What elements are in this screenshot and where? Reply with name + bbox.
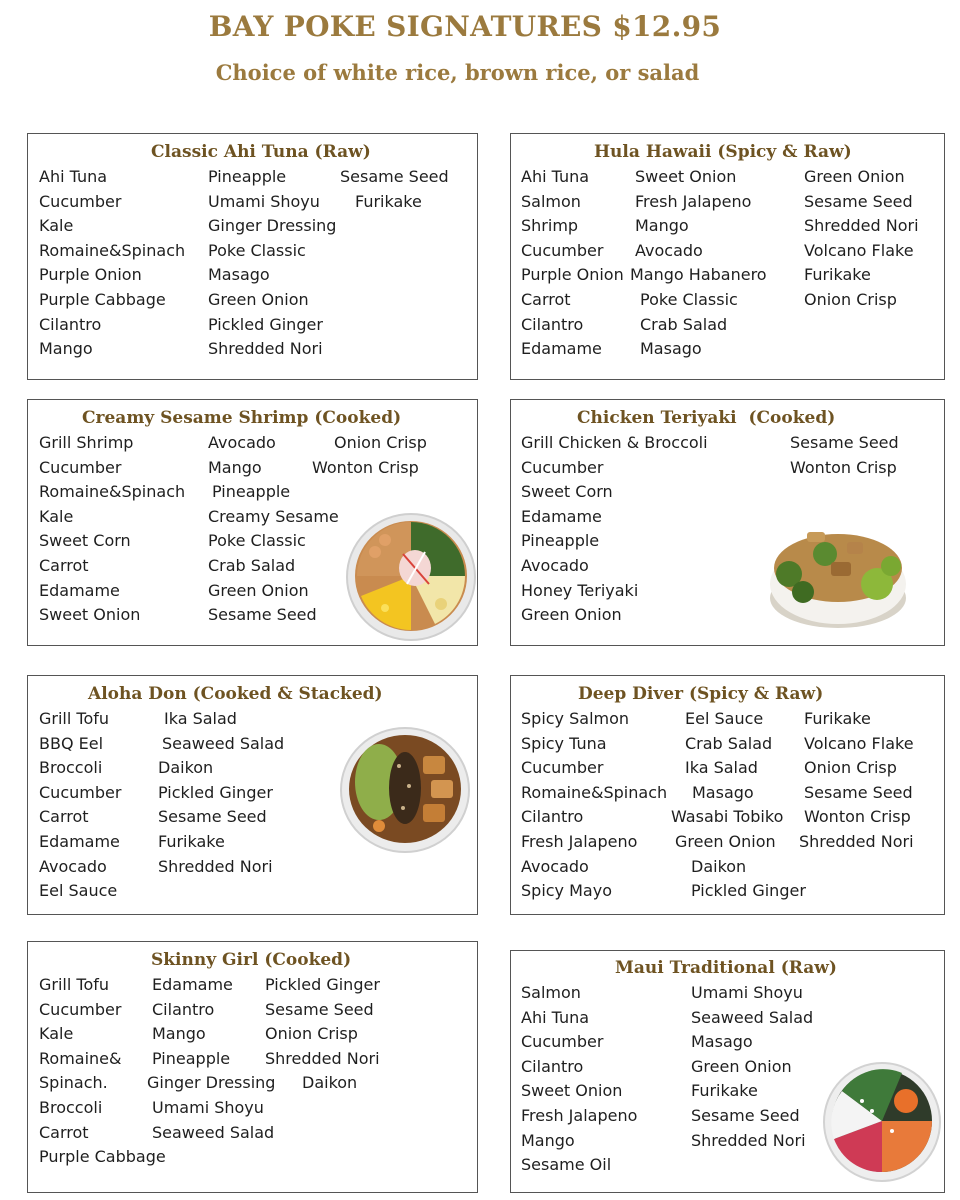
ingredient-item: Cilantro	[152, 999, 215, 1019]
ingredient-item: Cilantro	[521, 314, 584, 334]
ingredient-item: Pineapple	[521, 531, 600, 551]
ingredient-item: Furikake	[804, 709, 871, 728]
ingredient-item: Fresh Jalapeno	[521, 831, 638, 851]
ingredient-column	[521, 165, 624, 362]
ingredient-item: Cucumber	[39, 999, 122, 1019]
ingredient-column	[691, 981, 813, 1153]
ingredient-item: Kale	[39, 1024, 74, 1044]
ingredient-item: Ahi Tuna	[39, 167, 108, 186]
ingredient-item: Purple Onion	[521, 265, 624, 285]
ingredient-item: Mango Habanero	[630, 265, 767, 285]
ingredient-item: Creamy Sesame	[208, 506, 339, 526]
ingredient-item: Sesame Seed	[208, 605, 317, 625]
ingredient-item: Spicy Mayo	[521, 881, 612, 901]
bowl-card-aloha-don	[27, 675, 478, 915]
ingredient-item: Wasabi Tobiko	[671, 807, 784, 827]
bowl-card-chicken-teriyaki	[510, 399, 945, 646]
ingredient-item: Cucumber	[39, 782, 122, 802]
ingredient-item: Romaine&Spinach	[39, 482, 186, 502]
ingredient-item: Poke Classic	[640, 289, 738, 309]
bowl-title: Maui Traditional (Raw)	[615, 958, 837, 978]
bowl-card-maui-traditional	[510, 950, 945, 1193]
ingredient-column	[790, 431, 899, 480]
ingredient-item: Avocado	[39, 856, 107, 876]
ingredient-item: Sesame Seed	[804, 191, 913, 211]
ingredient-item: Grill Tofu	[39, 975, 110, 994]
ingredient-item: Green Onion	[208, 580, 309, 600]
ingredient-column	[312, 431, 427, 480]
ingredient-item: Sesame Seed	[804, 782, 913, 802]
ingredient-item: Cilantro	[39, 314, 102, 334]
bowl-card-creamy-sesame-shrimp	[27, 399, 478, 646]
ingredient-item: Romaine&Spinach	[39, 240, 186, 260]
ingredient-item: Avocado	[521, 555, 589, 575]
ingredient-item: Masago	[640, 339, 702, 359]
ingredient-item: Daikon	[158, 758, 214, 778]
ingredient-item: Spicy Tuna	[521, 733, 607, 753]
ingredient-item: Edamame	[152, 975, 233, 994]
ingredient-item: Cilantro	[521, 1056, 584, 1076]
ingredient-item: Cucumber	[39, 457, 122, 477]
ingredient-item: Sweet Corn	[521, 482, 613, 502]
ingredient-column	[208, 165, 336, 362]
ingredient-item: Shrimp	[521, 216, 579, 236]
ingredient-item: Grill Tofu	[39, 709, 110, 728]
ingredient-column	[147, 973, 276, 1145]
ingredient-item: Seaweed Salad	[691, 1007, 814, 1027]
ingredient-item: Broccoli	[39, 758, 103, 778]
ingredient-item: Grill Shrimp	[39, 433, 134, 452]
ingredient-item: Sesame Seed	[265, 999, 374, 1019]
ingredient-item: Ika Salad	[164, 709, 237, 728]
ingredient-item: Sweet Corn	[39, 531, 131, 551]
ingredient-item: Pickled Ginger	[208, 314, 323, 334]
ingredient-column	[671, 707, 806, 904]
ingredient-item: Spicy Salmon	[521, 709, 630, 728]
ingredient-item: Sesame Seed	[340, 167, 449, 186]
ingredient-item: Pickled Ginger	[158, 782, 273, 802]
ingredient-item: Fresh Jalapeno	[521, 1105, 638, 1125]
bowl-card-skinny-girl	[27, 941, 478, 1193]
ingredient-item: Sweet Onion	[635, 167, 737, 186]
ingredient-column	[521, 431, 708, 628]
ingredient-item: Mango	[521, 1130, 575, 1150]
ingredient-item: Edamame	[39, 831, 120, 851]
ingredient-item: Kale	[39, 506, 74, 526]
ingredient-item: Edamame	[39, 580, 120, 600]
ingredient-item: Pineapple	[152, 1048, 231, 1068]
ingredient-column	[804, 165, 919, 313]
ingredient-item: Cucumber	[39, 191, 122, 211]
ingredient-item: Avocado	[208, 433, 276, 452]
ingredient-item: Sesame Seed	[790, 433, 899, 452]
ingredient-item: Furikake	[355, 191, 422, 211]
ingredient-item: Avocado	[635, 240, 703, 260]
ingredient-item: Volcano Flake	[804, 240, 914, 260]
ingredient-item: Green Onion	[521, 605, 622, 625]
ingredient-item: Purple Onion	[39, 265, 142, 285]
ingredient-item: Wonton Crisp	[804, 807, 911, 827]
bowl-title: Skinny Girl (Cooked)	[151, 950, 352, 970]
ingredient-column	[521, 981, 637, 1178]
ingredient-column	[521, 707, 667, 904]
ingredient-column	[39, 707, 121, 904]
ingredient-item: Eel Sauce	[39, 881, 118, 901]
ingredient-item: Masago	[208, 265, 270, 285]
ingredient-item: Cucumber	[521, 457, 604, 477]
ingredient-column	[340, 165, 449, 214]
ingredient-item: Grill Chicken & Broccoli	[521, 433, 708, 452]
ingredient-item: Daikon	[302, 1073, 358, 1093]
ingredient-column	[799, 707, 914, 855]
ingredient-item: Shredded Nori	[265, 1048, 380, 1068]
ingredient-item: Salmon	[521, 191, 581, 211]
ingredient-item: Ahi Tuna	[521, 167, 590, 186]
ingredient-item: Sesame Seed	[691, 1105, 800, 1125]
ingredient-item: Green Onion	[208, 289, 309, 309]
ingredient-item: Masago	[691, 1032, 753, 1052]
ingredient-item: Onion Crisp	[804, 758, 897, 778]
ingredient-item: Green Onion	[804, 167, 905, 186]
ingredient-item: Eel Sauce	[685, 709, 764, 728]
ingredient-column	[265, 973, 380, 1096]
ingredient-item: Mango	[208, 457, 262, 477]
ingredient-item: Sesame Seed	[158, 807, 267, 827]
bowl-title: Hula Hawaii (Spicy & Raw)	[594, 142, 852, 162]
ingredient-item: Avocado	[521, 856, 589, 876]
ingredient-item: Pickled Ginger	[691, 881, 806, 901]
ingredient-item: Edamame	[521, 339, 602, 359]
ingredient-item: Mango	[152, 1024, 206, 1044]
ingredient-item: Wonton Crisp	[790, 457, 897, 477]
bowl-card-deep-diver	[510, 675, 945, 915]
aloha-don-bowl-image	[339, 726, 471, 854]
ingredient-item: Mango	[635, 216, 689, 236]
ingredient-item: Masago	[692, 782, 754, 802]
ingredient-item: Ginger Dressing	[208, 216, 337, 236]
ingredient-item: Shredded Nori	[804, 216, 919, 236]
ingredient-item: Edamame	[521, 506, 602, 526]
ingredient-item: Kale	[39, 216, 74, 236]
ingredient-item: Cilantro	[521, 807, 584, 827]
ingredient-item: Ika Salad	[685, 758, 758, 778]
bowl-title: Deep Diver (Spicy & Raw)	[578, 684, 824, 704]
ingredient-item: Furikake	[158, 831, 225, 851]
ingredient-item: Onion Crisp	[804, 289, 897, 309]
ingredient-item: Mango	[39, 339, 93, 359]
ingredient-item: Cucumber	[521, 240, 604, 260]
ingredient-column	[630, 165, 767, 362]
shrimp-bowl-image	[345, 512, 477, 642]
ingredient-column	[39, 165, 185, 362]
bowl-title: Classic Ahi Tuna (Raw)	[151, 142, 371, 162]
page-title: BAY POKE SIGNATURES $12.95	[208, 10, 722, 43]
ingredient-item: Green Onion	[675, 831, 776, 851]
ingredient-item: Umami Shoyu	[691, 983, 803, 1002]
ingredient-item: Onion Crisp	[334, 433, 427, 452]
ingredient-item: Carrot	[39, 555, 89, 575]
ingredient-column	[158, 707, 284, 879]
ingredient-item: Furikake	[804, 265, 871, 285]
ingredient-item: Pineapple	[212, 482, 291, 502]
ingredient-item: Daikon	[691, 856, 747, 876]
ingredient-item: Honey Teriyaki	[521, 580, 639, 600]
ingredient-item: Shredded Nori	[691, 1130, 806, 1150]
ingredient-item: Ginger Dressing	[147, 1073, 276, 1093]
ingredient-item: Shredded Nori	[158, 856, 273, 876]
ingredient-item: Umami Shoyu	[208, 191, 320, 211]
bowl-title: Aloha Don (Cooked & Stacked)	[88, 684, 383, 704]
bowl-card-hula-hawaii	[510, 133, 945, 380]
ingredient-item: Fresh Jalapeno	[635, 191, 752, 211]
ingredient-item: Salmon	[521, 983, 581, 1002]
ingredient-item: Shredded Nori	[208, 339, 323, 359]
maui-traditional-bowl-image	[822, 1061, 942, 1183]
ingredient-item: Wonton Crisp	[312, 457, 419, 477]
ingredient-item: Romaine&	[39, 1048, 122, 1068]
bowl-title: Chicken Teriyaki (Cooked)	[577, 408, 836, 428]
page-subtitle: Choice of white rice, brown rice, or salad	[215, 60, 700, 85]
ingredient-item: Sesame Oil	[521, 1155, 612, 1175]
ingredient-item: Poke Classic	[208, 531, 306, 551]
bowl-card-classic-ahi-tuna	[27, 133, 478, 380]
ingredient-item: Pickled Ginger	[265, 975, 380, 994]
ingredient-item: Crab Salad	[685, 733, 773, 753]
ingredient-item: BBQ Eel	[39, 733, 104, 753]
ingredient-item: Ahi Tuna	[521, 1007, 590, 1027]
ingredient-item: Onion Crisp	[265, 1024, 358, 1044]
ingredient-item: Spinach.	[39, 1073, 108, 1093]
ingredient-column	[39, 431, 185, 628]
ingredient-item: Seaweed Salad	[162, 733, 285, 753]
ingredient-item: Crab Salad	[640, 314, 728, 334]
ingredient-item: Broccoli	[39, 1097, 103, 1117]
ingredient-item: Cucumber	[521, 1032, 604, 1052]
ingredient-item: Cucumber	[521, 758, 604, 778]
ingredient-item: Sweet Onion	[521, 1081, 623, 1101]
ingredient-item: Umami Shoyu	[152, 1097, 264, 1117]
ingredient-item: Seaweed Salad	[152, 1122, 275, 1142]
ingredient-item: Carrot	[521, 289, 571, 309]
ingredient-item: Green Onion	[691, 1056, 792, 1076]
bowl-title: Creamy Sesame Shrimp (Cooked)	[82, 408, 402, 428]
ingredient-item: Pineapple	[208, 167, 287, 186]
ingredient-item: Purple Cabbage	[39, 1147, 166, 1167]
ingredient-item: Poke Classic	[208, 240, 306, 260]
ingredient-item: Volcano Flake	[804, 733, 914, 753]
chicken-teriyaki-bowl-image	[767, 512, 909, 636]
ingredient-item: Carrot	[39, 807, 89, 827]
ingredient-item: Romaine&Spinach	[521, 782, 668, 802]
ingredient-item: Furikake	[691, 1081, 758, 1101]
ingredient-item: Sweet Onion	[39, 605, 141, 625]
ingredient-item: Purple Cabbage	[39, 289, 166, 309]
ingredient-item: Crab Salad	[208, 555, 296, 575]
ingredient-item: Shredded Nori	[799, 831, 914, 851]
ingredient-item: Carrot	[39, 1122, 89, 1142]
